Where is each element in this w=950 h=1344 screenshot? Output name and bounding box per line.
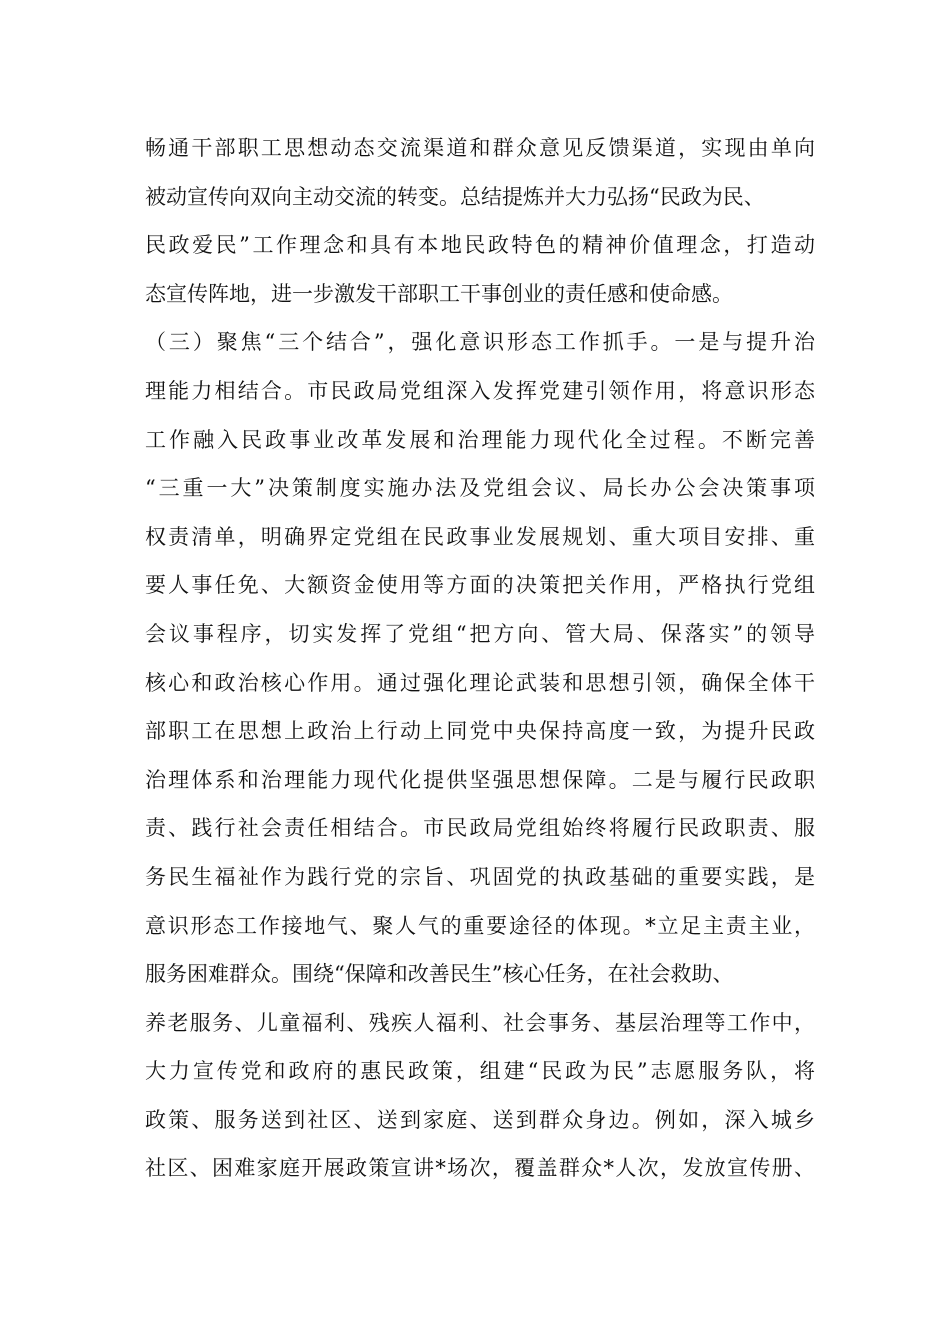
text-line: “三重一大”决策制度实施办法及党组会议、局长办公会决策事项 [145,476,815,501]
text-line: 被动宣传向双向主动交流的转变。总结提炼并大力弘扬“民政为民、 [145,184,765,209]
text-line: 务民生福祉作为践行党的宗旨、巩固党的执政基础的重要实践，是 [145,864,815,889]
text-line: 要人事任免、大额资金使用等方面的决策把关作用，严格执行党组 [145,573,815,598]
text-line: （三）聚焦“三个结合”，强化意识形态工作抓手。一是与提升治 [145,330,815,355]
text-line: 理能力相结合。市民政局党组深入发挥党建引领作用，将意识形态 [145,378,815,403]
text-line: 社区、困难家庭开展政策宣讲*场次，覆盖群众*人次，发放宣传册、 [145,1156,815,1181]
text-line: 部职工在思想上政治上行动上同党中央保持高度一致，为提升民政 [145,719,815,744]
text-line: 治理体系和治理能力现代化提供坚强思想保障。二是与履行民政职 [145,767,815,792]
body-paragraph [145,124,815,1193]
text-line: 责、践行社会责任相结合。市民政局党组始终将履行民政职责、服 [145,816,815,841]
text-line: 权责清单，明确界定党组在民政事业发展规划、重大项目安排、重 [145,524,815,549]
text-line: 会议事程序，切实发挥了党组“把方向、管大局、保落实”的领导 [145,621,815,646]
text-line: 畅通干部职工思想动态交流渠道和群众意见反馈渠道，实现由单向 [145,136,815,160]
text-line: 态宣传阵地，进一步激发干部职工干事创业的责任感和使命感。 [145,281,733,306]
text-line: 养老服务、儿童福利、残疾人福利、社会事务、基层治理等工作中， [145,1010,815,1035]
text-line: 服务困难群众。围绕“保障和改善民生”核心任务，在社会救助、 [145,962,734,987]
text-line: 核心和政治核心作用。通过强化理论武装和思想引领，确保全体干 [145,670,815,695]
text-line: 工作融入民政事业改革发展和治理能力现代化全过程。不断完善 [145,427,815,452]
text-line: 意识形态工作接地气、聚人气的重要途径的体现。*立足主责主业， [145,913,815,938]
text-line: 民政爱民”工作理念和具有本地民政特色的精神价值理念，打造动 [145,233,815,258]
text-line: 政策、服务送到社区、送到家庭、送到群众身边。例如，深入城乡 [145,1107,815,1132]
text-line: 大力宣传党和政府的惠民政策，组建“民政为民”志愿服务队，将 [145,1059,815,1084]
